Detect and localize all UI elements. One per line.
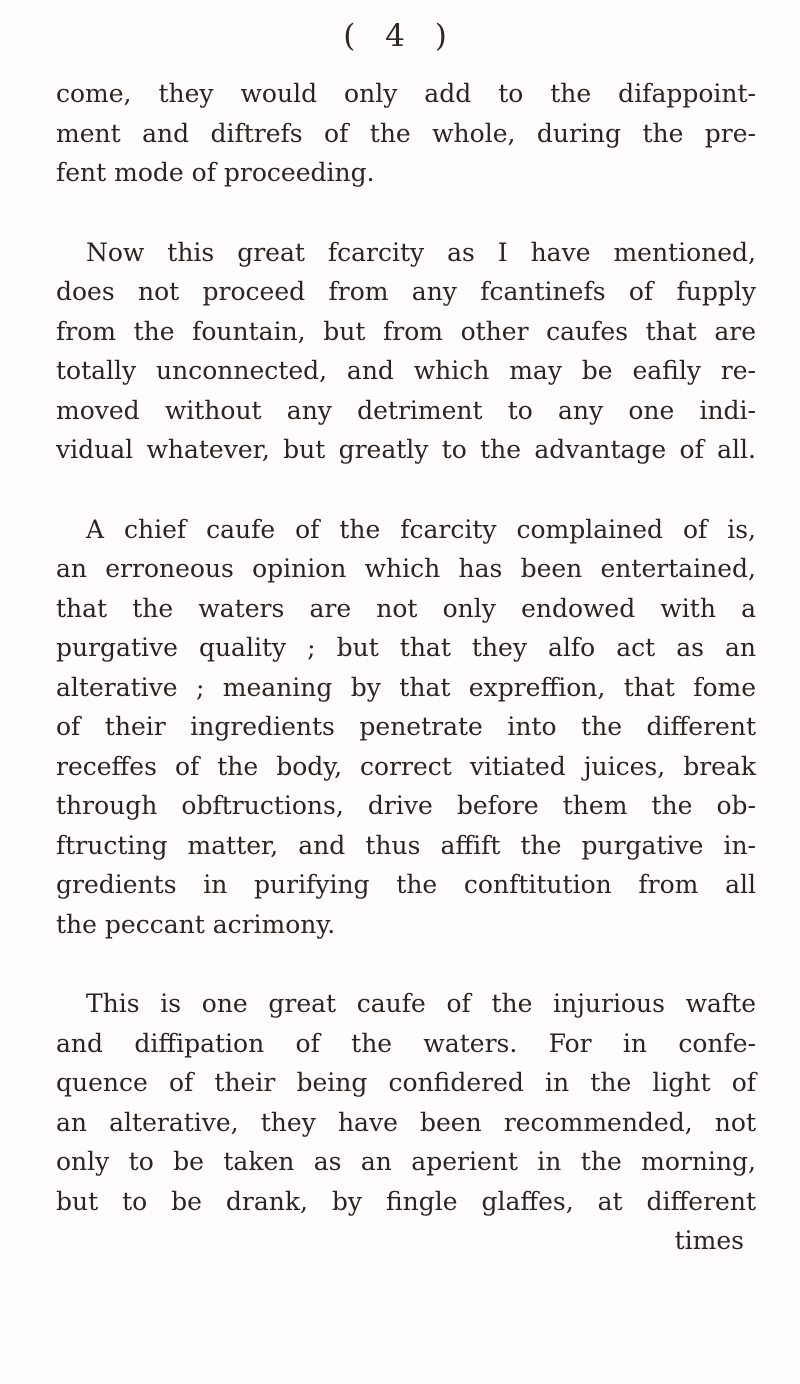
text-line: totally unconnected, and which may be eafily re- — [56, 356, 756, 385]
text-line: only to be taken as an aperient in the morning, — [56, 1147, 756, 1176]
text-line: alterative ; meaning by that expreffion, that fome — [56, 672, 756, 702]
paragraph-1 — [56, 74, 756, 193]
text-line: receffes of the body, correct vitiated juices, break — [56, 751, 756, 781]
paragraph-3 — [56, 510, 756, 945]
text-line: purgative quality ; but that they alfo act as an — [56, 633, 756, 662]
catchword: times — [674, 1226, 744, 1255]
body-text — [56, 74, 756, 1261]
text-line: quence of their being confidered in the light of — [56, 1068, 756, 1097]
text-line: ftructing matter, and thus affift the purgative in- — [56, 830, 756, 860]
text-line: gredients in purifying the conftitution from all — [56, 870, 756, 899]
text-line: the peccant acrimony. — [56, 909, 336, 939]
text-line: ment and diftrefs of the whole, during the pre- — [56, 118, 756, 148]
text-line: and diffipation of the waters. For in confe- — [56, 1028, 756, 1058]
paragraph-gap — [56, 470, 756, 510]
text-line: Now this great fcarcity as I have mentioned, — [86, 237, 756, 267]
text-line: an erroneous opinion which has been entertained, — [56, 554, 756, 583]
text-line: of their ingredients penetrate into the different — [56, 712, 756, 741]
paragraph-2 — [56, 233, 756, 470]
page-number: ( 4 ) — [343, 18, 457, 54]
paragraph-gap — [56, 944, 756, 984]
text-line: that the waters are not only endowed with a — [56, 593, 756, 623]
paragraph-gap — [56, 193, 756, 233]
text-line: A chief caufe of the fcarcity complained of is, — [86, 514, 756, 544]
text-line: fent mode of proceeding. — [56, 158, 375, 187]
text-line: an alterative, they have been recommended, not — [56, 1107, 756, 1137]
text-line: This is one great caufe of the injurious wafte — [86, 989, 756, 1018]
text-line: vidual whatever, but greatly to the advantage of all. — [56, 435, 756, 464]
paragraph-4 — [56, 984, 756, 1221]
text-line: from the fountain, but from other caufes that are — [56, 316, 756, 346]
text-line: does not proceed from any fcantinefs of fupply — [56, 277, 756, 306]
text-line: moved without any detriment to any one indi- — [56, 395, 756, 425]
text-line: but to be drank, by fingle glaffes, at different — [56, 1186, 756, 1216]
text-line: through obftructions, drive before them the ob- — [56, 791, 756, 820]
text-line: come, they would only add to the difappoint- — [56, 79, 756, 108]
